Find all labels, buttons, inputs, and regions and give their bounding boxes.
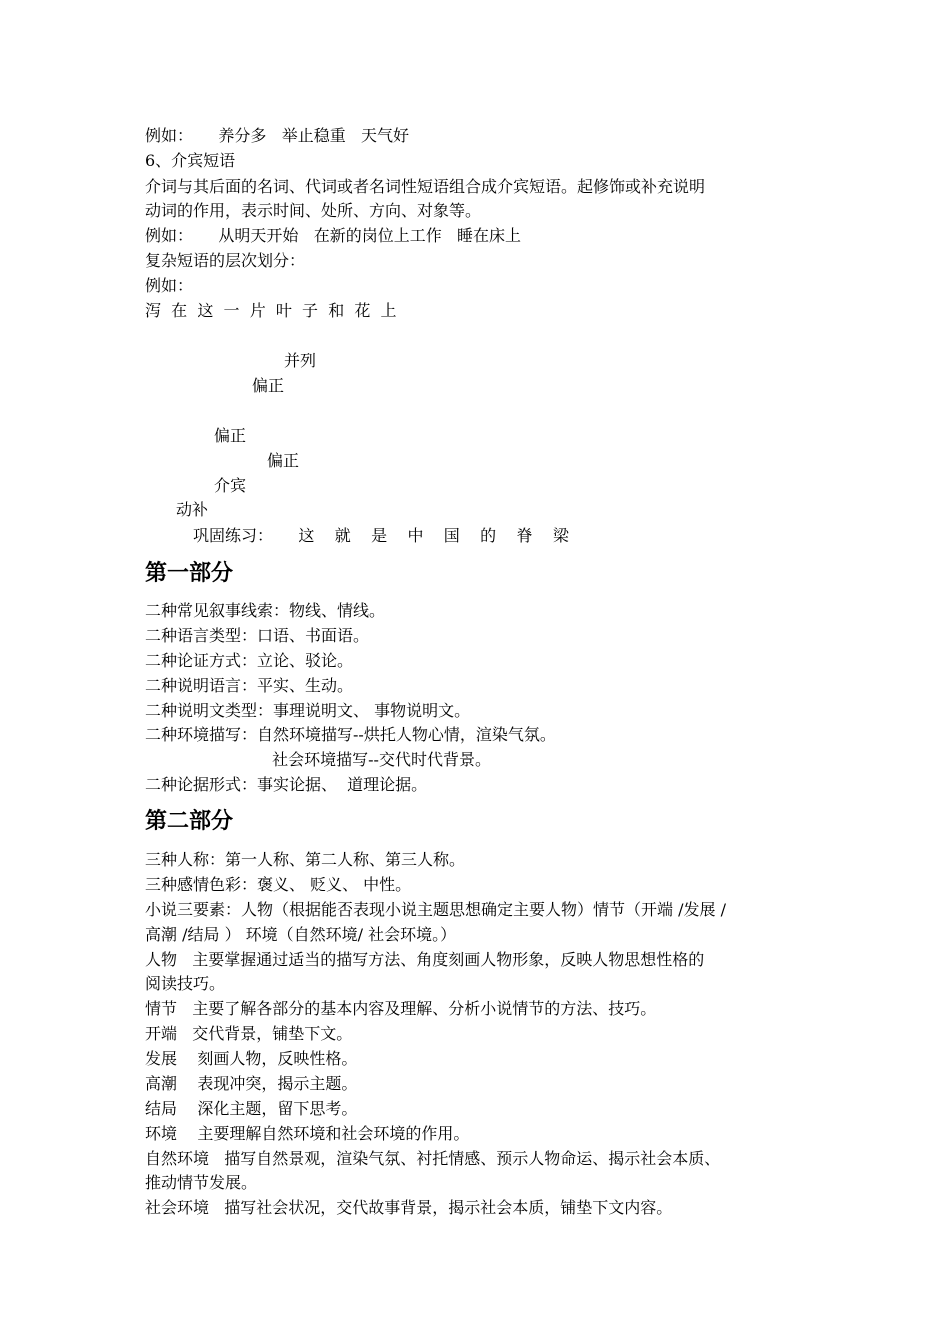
analysis-label: 偏正 <box>267 451 300 470</box>
text-line: 二种语言类型：口语、书面语。 <box>145 626 370 645</box>
text-line: 三种人称：第一人称、第二人称、第三人称。 <box>145 850 466 869</box>
text-line: 环境 主要理解自然环境和社会环境的作用。 <box>145 1124 470 1143</box>
text-line: 二种论证方式：立论、驳论。 <box>145 651 354 670</box>
text-line: 三种感情色彩：褒义、 贬义、 中性。 <box>145 875 412 894</box>
text-line: 结局 深化主题，留下思考。 <box>145 1099 358 1118</box>
section-title-prepositional-phrase: 6、介宾短语 <box>145 151 236 170</box>
text-line: 人物 主要掌握通过适当的描写方法、角度刻画人物形象，反映人物思想性格的 <box>145 950 705 969</box>
analysis-label: 介宾 <box>214 476 247 495</box>
analysis-label: 偏正 <box>252 376 285 395</box>
part1-heading: 第一部分 <box>145 561 234 586</box>
analysis-label: 偏正 <box>214 426 247 445</box>
text-line: 二种说明文类型：事理说明文、 事物说明文。 <box>145 701 471 720</box>
text-line: 复杂短语的层次划分： <box>145 251 306 270</box>
text-line: 社会环境 描写社会状况，交代故事背景，揭示社会本质，铺垫下文内容。 <box>145 1198 673 1217</box>
analysis-label: 并列 <box>284 351 317 370</box>
example-sentence: 泻 在 这 一 片 叶 子 和 花 上 <box>145 301 397 320</box>
text-line: 推动情节发展。 <box>145 1173 258 1192</box>
text-line: 开端 交代背景，铺垫下文。 <box>145 1024 353 1043</box>
analysis-label: 动补 <box>176 500 209 519</box>
practice-line: 巩固练习： 这 就 是 中 国 的 脊 梁 <box>193 526 569 545</box>
text-line: 自然环境 描写自然景观，渲染气氛、衬托情感、预示人物命运、揭示社会本质、 <box>145 1149 721 1168</box>
text-line: 二种环境描写：自然环境描写--烘托人物心情，渲染气氛。 <box>145 725 556 744</box>
text-line: 二种常见叙事线索：物线、情线。 <box>145 601 386 620</box>
text-line: 二种说明语言：平实、生动。 <box>145 676 354 695</box>
text-line: 社会环境描写--交代时代背景。 <box>145 750 491 769</box>
text-line: 阅读技巧。 <box>145 974 226 993</box>
text-line: 小说三要素：人物（根据能否表现小说主题思想确定主要人物）情节（开端 /发展 / <box>145 900 726 919</box>
text-line: 二种论据形式：事实论据、 道理论据。 <box>145 775 428 794</box>
text-line: 例如： 从明天开始 在新的岗位上工作 睡在床上 <box>145 226 521 245</box>
part2-heading: 第二部分 <box>145 809 234 834</box>
text-line: 发展 刻画人物，反映性格。 <box>145 1049 358 1068</box>
text-line: 例如： 养分多 举止稳重 天气好 <box>145 126 409 145</box>
text-line: 高潮 表现冲突，揭示主题。 <box>145 1074 358 1093</box>
text-line: 介词与其后面的名词、代词或者名词性短语组合成介宾短语。起修饰或补充说明 <box>145 177 706 196</box>
text-line: 例如： <box>145 276 194 295</box>
text-line: 高潮 /结局 ） 环境（自然环境/ 社会环境。） <box>145 925 457 944</box>
text-line: 动词的作用，表示时间、处所、方向、对象等。 <box>145 201 482 220</box>
text-line: 情节 主要了解各部分的基本内容及理解、分析小说情节的方法、技巧。 <box>145 999 657 1018</box>
